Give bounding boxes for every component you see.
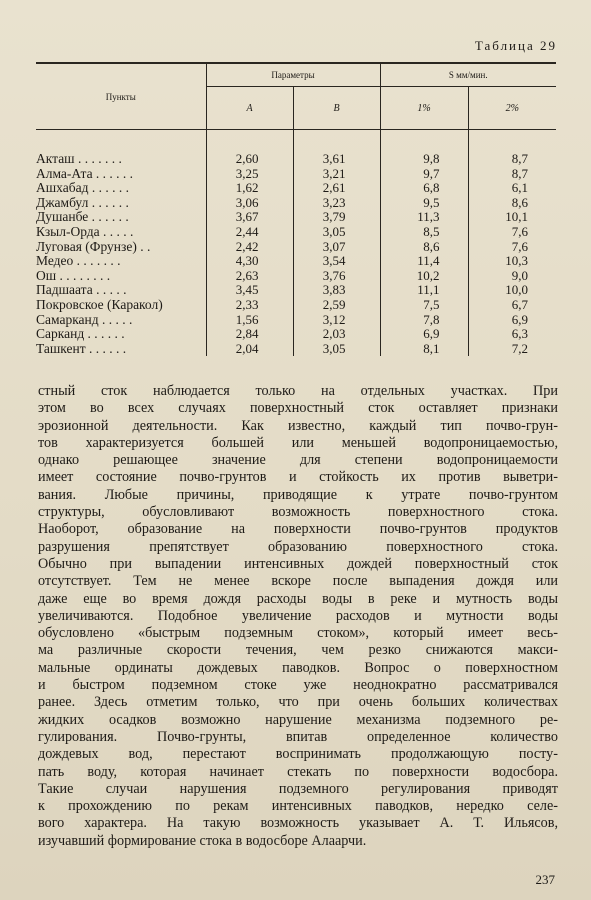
text-line: дождевых вод, перестают воспринимать продолжающую посту- — [38, 746, 558, 763]
subheader-b: B — [293, 87, 380, 130]
text-line: этом во всех случаях поверхностный сток оставляет признаки — [38, 400, 558, 417]
table-row — [36, 269, 556, 284]
text-line: изучавший формирование стока в водосборе Алаарчи. — [38, 832, 367, 849]
cell-point-name: Ашхабад . . . . . . — [36, 180, 129, 196]
data-table — [36, 62, 556, 356]
cell-s1: 10,2 — [380, 269, 468, 284]
text-line: отсутствует. Тем не менее вскоре после выпадения дождя или — [38, 573, 558, 590]
text-line: гулирования. Почво-грунты, впитав определенное количество — [38, 728, 558, 745]
table-row — [36, 240, 556, 255]
cell-s2: 6,9 — [468, 313, 556, 328]
cell-b: 3,54 — [293, 254, 380, 269]
cell-b: 3,05 — [293, 342, 380, 357]
page-number: 237 — [535, 872, 555, 887]
cell-a: 2,44 — [206, 225, 293, 240]
cell-b: 3,83 — [293, 283, 380, 298]
cell-point-name: Акташ . . . . . . . — [36, 151, 122, 166]
text-line: к прохождению по рекам интенсивных паводков, нередко селе- — [38, 798, 558, 815]
header-s: S мм/мин. — [380, 63, 556, 87]
cell-s2: 7,6 — [468, 240, 556, 255]
cell-s2: 6,7 — [468, 298, 556, 313]
text-line: структуры, обусловливают возможность поверхностного стока. — [38, 504, 558, 521]
cell-s1: 11,3 — [380, 210, 468, 225]
cell-a: 4,30 — [206, 254, 293, 269]
cell-point-name: Ташкент . . . . . . — [36, 340, 127, 356]
table-row — [36, 225, 556, 240]
cell-s1: 8,5 — [380, 225, 468, 240]
text-line: обусловлено «быстрым подземным стоком», который имеет весь- — [38, 625, 558, 642]
cell-point-name: Медео . . . . . . . — [36, 253, 121, 269]
cell-s2: 8,6 — [468, 196, 556, 211]
table-row — [36, 130, 556, 167]
table-row — [36, 254, 556, 269]
table-caption: Таблица 29 — [474, 38, 557, 53]
cell-b: 3,12 — [293, 313, 380, 328]
table-row — [36, 181, 556, 196]
cell-s1: 6,8 — [380, 181, 468, 196]
text-line: жидких осадков возможно нарушение механизма подземного ре- — [38, 711, 558, 728]
cell-s1: 7,5 — [380, 298, 468, 313]
cell-b: 3,76 — [293, 269, 380, 284]
cell-point-name: Джамбул . . . . . . — [36, 194, 129, 210]
cell-b: 3,61 — [293, 130, 380, 167]
cell-s1: 11,4 — [380, 254, 468, 269]
table-body — [36, 130, 556, 357]
text-line: пать воду, которая начинает стекать по поверхности водосбора. — [38, 763, 558, 780]
cell-a: 3,67 — [206, 210, 293, 225]
cell-b: 3,23 — [293, 196, 380, 211]
cell-s2: 7,6 — [468, 225, 556, 240]
cell-s2: 10,1 — [468, 210, 556, 225]
cell-s2: 8,7 — [468, 167, 556, 182]
cell-s2: 10,0 — [468, 283, 556, 298]
cell-a: 3,06 — [206, 196, 293, 211]
header-params: Параметры — [206, 63, 380, 87]
cell-s1: 6,9 — [380, 327, 468, 342]
cell-b: 3,79 — [293, 210, 380, 225]
cell-point-name: Покровское (Каракол) — [36, 296, 163, 312]
cell-s2: 8,7 — [468, 130, 556, 167]
cell-point-name: Падшаата . . . . . — [36, 282, 127, 298]
text-line: Наоборот, образование на поверхности почво-грунтов продуктов — [38, 521, 558, 538]
text-line: Такие случаи нарушения подземного регулирования приводят — [38, 780, 558, 797]
table-row — [36, 167, 556, 182]
cell-s2: 7,2 — [468, 342, 556, 357]
cell-point-name: Самарканд . . . . . — [36, 311, 133, 327]
cell-point-name: Кзыл-Орда . . . . . — [36, 223, 134, 239]
cell-b: 3,05 — [293, 225, 380, 240]
cell-a: 2,63 — [206, 269, 293, 284]
cell-s1: 11,1 — [380, 283, 468, 298]
table-row — [36, 313, 556, 328]
table-row — [36, 342, 556, 357]
cell-a: 3,25 — [206, 167, 293, 182]
subheader-s2: 2% — [468, 87, 556, 130]
cell-b: 2,59 — [293, 298, 380, 313]
table-row — [36, 298, 556, 313]
text-line: вого характера. На такую возможность указывает А. Т. Ильясов, — [38, 815, 558, 832]
text-line: разрушения препятствует образованию поверхностного стока. — [38, 538, 558, 555]
cell-s2: 10,3 — [468, 254, 556, 269]
body-text — [38, 383, 558, 850]
cell-s1: 9,8 — [380, 130, 468, 167]
cell-s1: 8,6 — [380, 240, 468, 255]
text-line: Обычно при выпадении интенсивных дождей поверхностный сток — [38, 555, 558, 572]
cell-b: 2,61 — [293, 181, 380, 196]
cell-s2: 9,0 — [468, 269, 556, 284]
cell-a: 2,04 — [206, 342, 293, 357]
text-line: стный сток наблюдается только на отдельных участках. При — [38, 383, 558, 399]
text-line: ранее. Здесь отметим только, что при очень больших количествах — [38, 694, 558, 711]
text-line: даже еще во время дождя расходы воды в реке и мутность воды — [38, 590, 558, 607]
cell-a: 2,42 — [206, 240, 293, 255]
cell-point-name: Душанбе . . . . . . — [36, 209, 129, 225]
cell-b: 3,21 — [293, 167, 380, 182]
cell-s1: 8,1 — [380, 342, 468, 357]
cell-s1: 9,7 — [380, 167, 468, 182]
text-line: имеет состояние почво-грунтов и стойкость их против выветри- — [38, 469, 558, 486]
text-line: эрозионной деятельности. Как известно, каждый тип почво-грун- — [38, 417, 558, 434]
cell-a: 2,84 — [206, 327, 293, 342]
text-line: однако решающее значение для степени водопроницаемости — [38, 452, 558, 469]
text-line: вания. Любые причины, приводящие к утрате почво-грунтом — [38, 486, 558, 503]
cell-s1: 9,5 — [380, 196, 468, 211]
text-line: ма различные скорости течения, чем резко снижаются макси- — [38, 642, 558, 659]
table-row — [36, 196, 556, 211]
table-row — [36, 210, 556, 225]
cell-point-name: Ош . . . . . . . . — [36, 267, 111, 283]
cell-s2: 6,3 — [468, 327, 556, 342]
cell-s2: 6,1 — [468, 181, 556, 196]
subheader-s1: 1% — [380, 87, 468, 130]
table-row — [36, 327, 556, 342]
cell-b: 2,03 — [293, 327, 380, 342]
cell-point-name: Луговая (Фрунзе) . . — [36, 238, 151, 254]
text-line: увеличиваются. Подобное увеличение расходов и мутности воды — [38, 607, 558, 624]
header-points: Пункты — [36, 63, 206, 130]
text-line: мальные ординаты дождевых паводков. Вопрос о поверхностном — [38, 659, 558, 676]
cell-a: 3,45 — [206, 283, 293, 298]
text-line: тов характеризуется большей или меньшей водопроницаемостью, — [38, 434, 558, 451]
subheader-a: A — [206, 87, 293, 130]
cell-s1: 7,8 — [380, 313, 468, 328]
cell-a: 2,60 — [206, 130, 293, 167]
table-row — [36, 283, 556, 298]
cell-a: 1,56 — [206, 313, 293, 328]
cell-point-name: Алма-Ата . . . . . . — [36, 165, 134, 181]
cell-b: 3,07 — [293, 240, 380, 255]
cell-point-name: Сарканд . . . . . . — [36, 326, 125, 342]
text-line: и быстром подземном стоке уже неоднократно рассматривался — [38, 677, 558, 694]
cell-a: 1,62 — [206, 181, 293, 196]
cell-a: 2,33 — [206, 298, 293, 313]
